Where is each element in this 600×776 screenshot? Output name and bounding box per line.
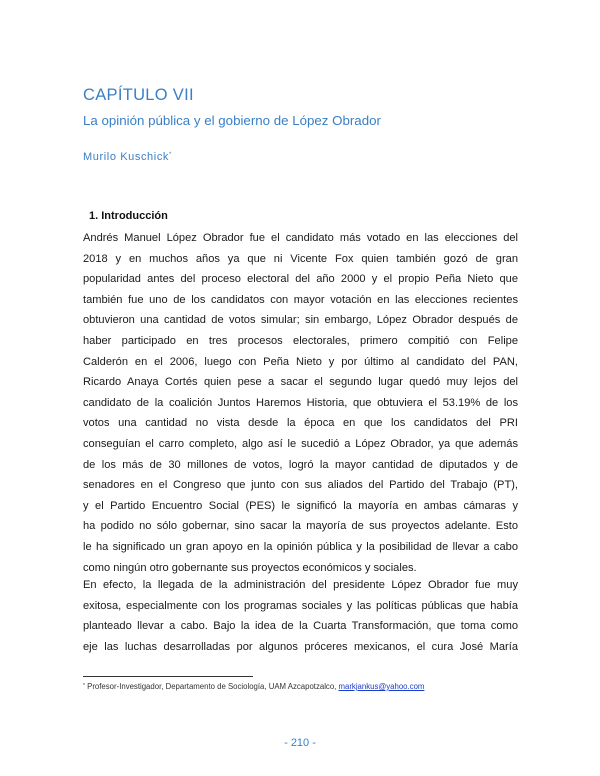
author-line [83, 151, 171, 163]
footnote-text: Profesor-Investigador, Departamento de Sociología, UAM Azcapotzalco, [87, 682, 339, 691]
paragraph-line: 2018 y en muchos años ya que ni Vicente Fox quien también gozó de gran [83, 252, 518, 265]
paragraph-line: le ha significado un gran apoyo en la opinión pública y la posibilidad de llevar a cabo [83, 540, 518, 553]
section-heading: 1. Introducción [89, 210, 168, 222]
chapter-subtitle: La opinión pública y el gobierno de López Obrador [83, 113, 381, 128]
paragraph-line: Ricardo Anaya Cortés quien pese a sacar el segundo lugar quedó muy lejos del [83, 376, 518, 389]
paragraph-1 [83, 228, 518, 578]
paragraph-line: y el Partido Encuentro Social (PES) le significó la mayoría en ambas cámaras y [83, 499, 518, 512]
author-name: Murilo Kuschick [83, 151, 170, 163]
paragraph-line: obtuvieron una cantidad de votos simular; sin embargo, López Obrador después de [83, 314, 518, 327]
paragraph-line: popularidad antes del proceso electoral del año 2000 y el propio Peña Nieto que [83, 273, 518, 286]
paragraph-line: votos una cantidad no vista desde la época en que los candidatos del PRI [83, 417, 518, 430]
footnote [83, 682, 424, 691]
paragraph-line: conseguían el carro completo, algo así le sucedió a López Obrador, ya que además [83, 437, 518, 450]
paragraph-line: exitosa, especialmente con los programas sociales y las políticas públicas que había [83, 599, 518, 612]
paragraph-line: como ningún otro gobernante sus proyectos económicos y sociales. [83, 561, 417, 574]
paragraph-2 [83, 575, 518, 657]
paragraph-line: de los más de 30 millones de votos, logró la mayor cantidad de diputados y de [83, 458, 518, 471]
paragraph-line: eje las luchas desarrolladas por algunos próceres mexicanos, el cura José María [83, 640, 518, 653]
chapter-title: CAPÍTULO VII [83, 86, 194, 104]
paragraph-line: En efecto, la llegada de la administración del presidente López Obrador fue muy [83, 579, 518, 591]
paragraph-line: senadores en el Congreso que junto con sus aliados del Partido del Trabajo (PT), [83, 479, 518, 492]
footnote-divider [83, 676, 253, 677]
paragraph-line: Calderón en el 2006, luego con Peña Nieto y por último al candidato del PAN, [83, 355, 518, 368]
paragraph-line: Andrés Manuel López Obrador fue el candidato más votado en las elecciones del [83, 232, 518, 244]
page-number: - 210 - [284, 737, 316, 749]
footnote-mark: * [83, 683, 85, 689]
paragraph-line: también fue uno de los candidatos con mayor votación en las elecciones recientes [83, 293, 518, 306]
paragraph-line: planteado llevar a cabo. Bajo la idea de la Cuarta Transformación, que toma como [83, 620, 518, 633]
paragraph-line: haber participado en tres procesos electorales, primero compitió con Felipe [83, 334, 518, 347]
paragraph-line: ha podido no sólo gobernar, sino sacar la mayoría de sus proyectos adelante. Esto [83, 520, 518, 533]
author-footnote-mark: * [169, 152, 172, 158]
paragraph-line: candidato de la coalición Juntos Haremos Historia, que obtuviera el 53.19% de los [83, 396, 518, 409]
footnote-email-link[interactable]: markjankus@yahoo.com [338, 682, 425, 691]
